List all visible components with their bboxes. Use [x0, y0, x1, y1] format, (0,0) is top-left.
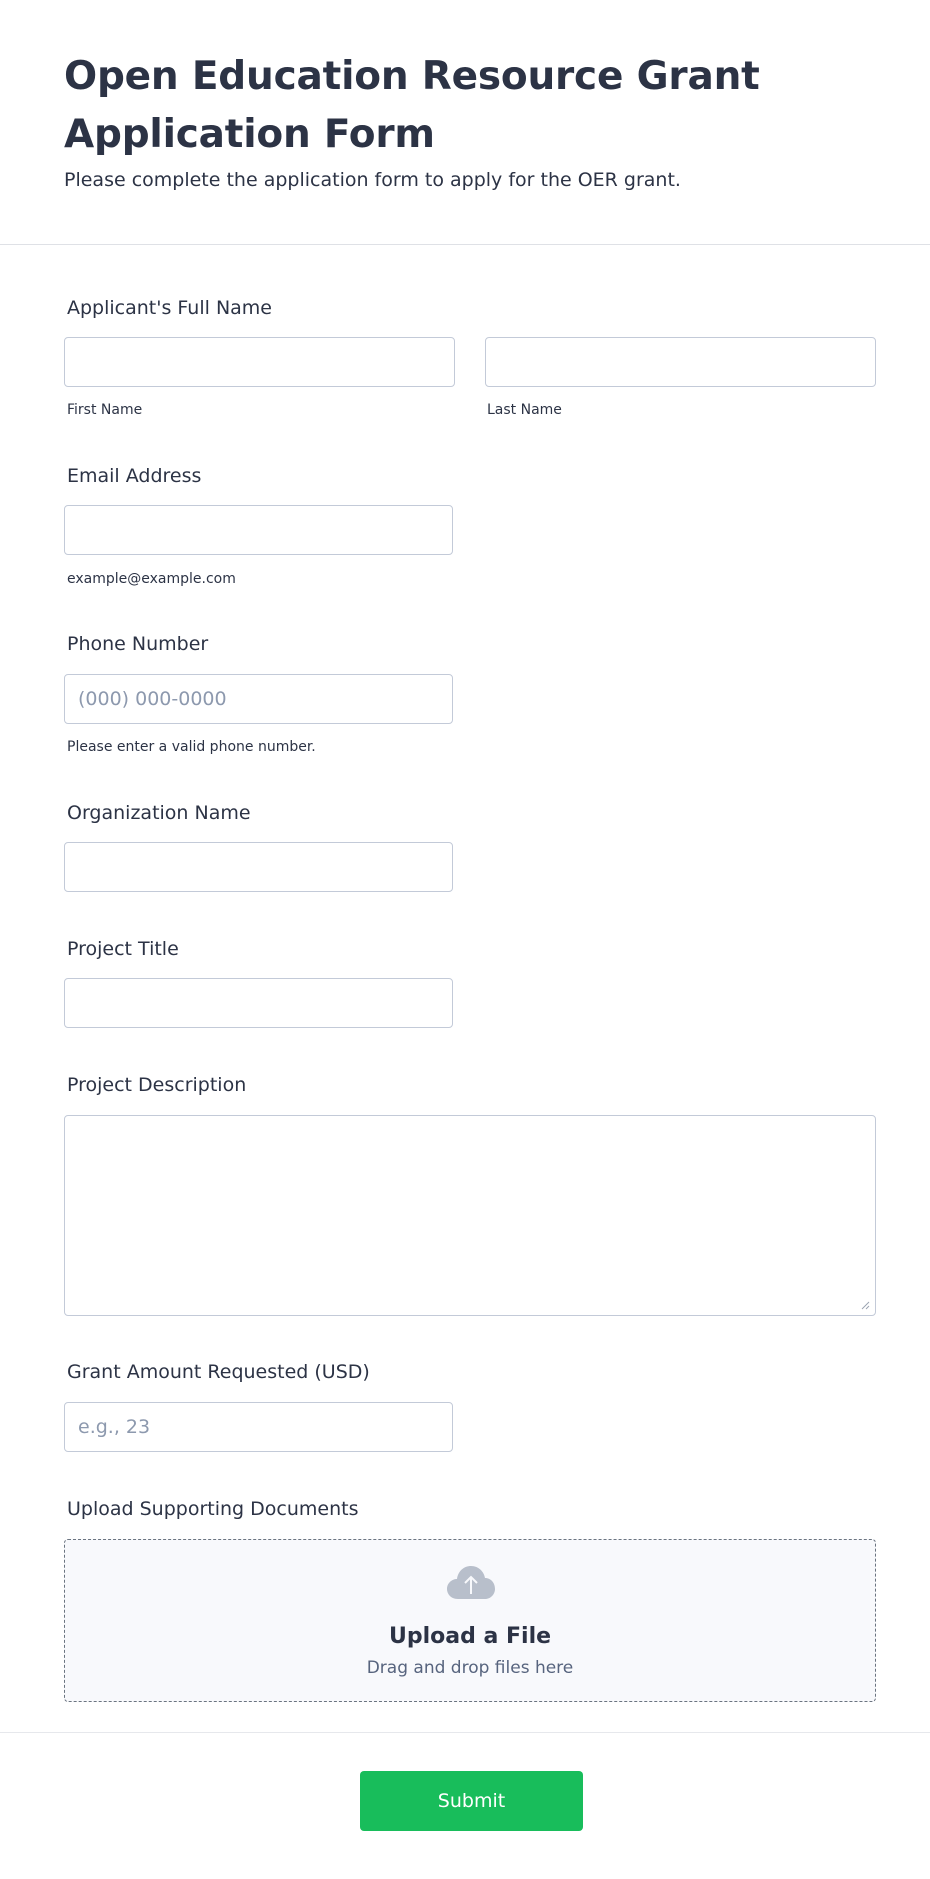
email-sublabel: example@example.com	[67, 571, 236, 587]
upload-hint: Drag and drop files here	[366, 1658, 574, 1678]
upload-title: Upload a File	[388, 1624, 552, 1649]
grant-amount-input[interactable]	[64, 1402, 453, 1452]
project-title-label: Project Title	[67, 938, 179, 960]
full-name-label: Applicant's Full Name	[67, 297, 273, 319]
organization-label: Organization Name	[67, 802, 251, 824]
resize-grip-icon[interactable]	[860, 1300, 870, 1310]
cloud-upload-icon	[446, 1565, 496, 1601]
project-description-label: Project Description	[67, 1074, 247, 1096]
phone-input[interactable]	[64, 674, 453, 724]
file-upload-dropzone[interactable]	[64, 1539, 876, 1702]
phone-sublabel: Please enter a valid phone number.	[67, 739, 316, 755]
organization-input[interactable]	[64, 842, 453, 892]
email-input[interactable]	[64, 505, 453, 555]
page-title: Open Education Resource Grant Application Form	[64, 54, 760, 157]
grant-amount-label: Grant Amount Requested (USD)	[67, 1361, 370, 1383]
last-name-input[interactable]	[485, 337, 876, 387]
first-name-input[interactable]	[64, 337, 455, 387]
submit-button[interactable]: Submit	[360, 1771, 583, 1831]
first-name-sublabel: First Name	[67, 402, 143, 418]
project-title-input[interactable]	[64, 978, 453, 1028]
project-description-textarea[interactable]	[64, 1115, 876, 1316]
email-label: Email Address	[67, 465, 202, 487]
page-subtitle: Please complete the application form to apply for the OER grant.	[64, 169, 681, 191]
upload-label: Upload Supporting Documents	[67, 1498, 359, 1520]
footer-divider	[0, 1732, 930, 1733]
phone-label: Phone Number	[67, 633, 209, 655]
form-header	[0, 0, 930, 245]
last-name-sublabel: Last Name	[487, 402, 562, 418]
